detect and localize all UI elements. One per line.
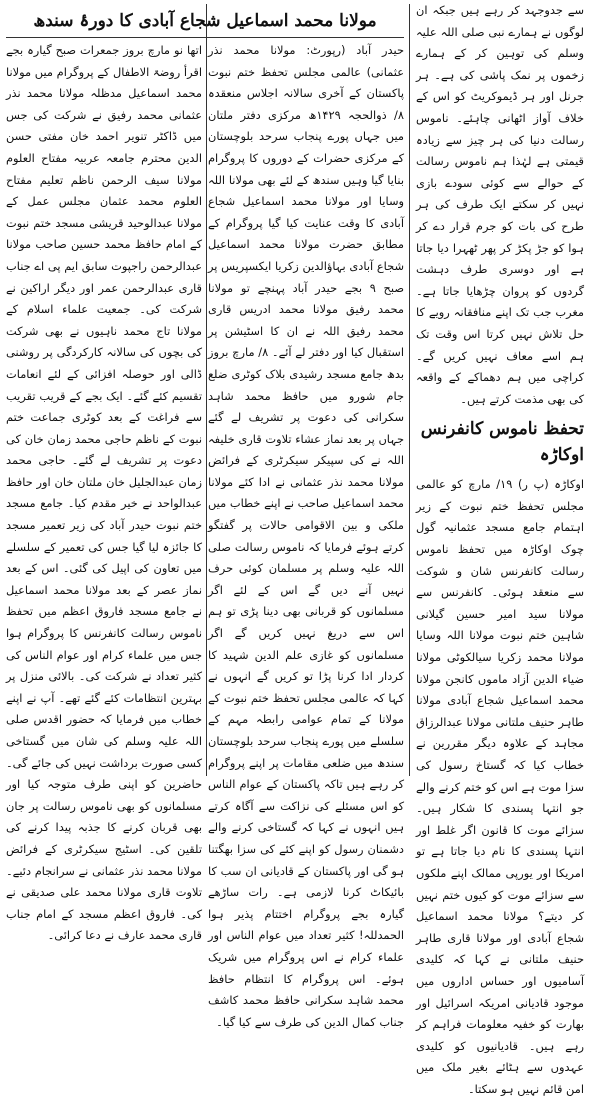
right-column <box>416 0 584 1096</box>
conference-subheading: تحفظ ناموس کانفرنس اوکاڑہ <box>420 419 584 466</box>
left-column <box>6 40 202 943</box>
article-headline: مولانا محمد اسماعیل شجاع آبادی کا دورۂ سندھ <box>6 8 404 38</box>
middle-column <box>208 40 404 1029</box>
right-column-paragraph-2: اوکاڑہ (پ ر) ۱۹/ مارچ کو عالمی مجلس تحفظ ختم نبوت کے زیر اہتمام جامع مسجد عثمانیہ گول چوک اوکاڑہ میں تحفظ ناموس رسالت کانفرنس شان و شوکت سے منعقد ہوئی۔ کانفرنس سے مولانا سید امیر حسین گیلانی شاہین ختم نبوت مولانا اللہ وسایا مولانا محمد زکریا سیالکوٹی مولانا ضیاء الدین آزاد ماموں کانجن مولانا محمد اسماعیل شجاع آبادی مولانا طاہر حنیف ملتانی مولانا عبدالرزاق مجاہد کے علاوہ دیگر مقررین نے خطاب کیا کہ گستاخ رسول کی سزا موت ہے اس کو ختم کرنے والے جو انتہا پسندی کا شکار ہیں۔ سزائے موت کا قانون اگر غلط اور انتہا پسندی کا نام دیا جاتا ہے تو امریکا اور یورپی ممالک اپنے ملکوں سے سزائے موت کو کیوں ختم نہیں کر دیتے؟ مولانا محمد اسماعیل شجاع آبادی اور مولانا قاری طاہر حنیف ملتانی نے کہا کہ کلیدی آسامیوں اور حساس اداروں میں موجود قادیانی امریکہ اسرائیل اور بھارت کو خفیہ معلومات فراہم کر رہے ہیں۔ قادیانیوں کو کلیدی عہدوں سے ہٹائے بغیر ملک میں امن قائم نہیں ہو سکتا۔ <box>416 477 584 1096</box>
column-divider-1 <box>409 4 410 776</box>
left-column-text: اتھا نو مارچ بروز جمعرات صبح گیارہ بجے اقرأ روضۃ الاطفال کے پروگرام میں مولانا محمد اسماعیل مدظلہ مولانا محمد نذر عثمانی محمد رفیق نے شرکت کی جس میں ڈاکٹر تنویر احمد خان مفتی حسن الدین محترم جامعہ عربیہ مفتاح العلوم مولانا سیف الرحمن ناظم تعلیم مفتاح العلوم محمد عثمان مجلس عمل کے مولانا عبدالوحید قریشی مسجد ختم نبوت کے امام حافظ محمد حسین صاحب مولانا عبدالرحمن راجپوت سابق ایم پی اے جناب قاری عبدالرحمن عمر اور دیگر اراکین نے شرکت کی۔ جمعیت علماء اسلام کے مولانا تاج محمد ناہیوں نے بھی شرکت کی بچوں کی سالانہ کارکردگی پر روشنی ڈالی اور حوصلہ افزائی کے لئے انعامات تقسیم کئے گئے۔ ایک بجے کے قریب تقریب سے فراغت کے بعد کوٹری جماعت ختم نبوت کے ناظم حاجی محمد زمان خان کی دعوت پر تشریف لے گئے۔ حاجی محمد زمان عبدالجلیل خان ملتان خان اور حافظ عبدالواحد نے خیر مقدم کیا۔ جامع مسجد ختم نبوت حیدر آباد کی زیر تعمیر مسجد کا جائزہ لیا گیا جس کی تعمیر کے سلسلے میں تعاون کی اپیل کی گئی۔ اس کے بعد نماز عصر کے بعد مولانا محمد اسماعیل نے جامع مسجد فاروق اعظم میں تحفظ ناموس رسالت کانفرنس کا پروگرام ہوا جس میں علماء کرام اور عوام الناس کی کثیر تعداد نے شرکت کی۔ بالائی منزل پر بہترین انتظامات کئے گئے تھے۔ آپ نے اپنے خطاب میں فرمایا کہ حضور اقدس صلی اللہ علیہ وسلم کی شان میں گستاخی کسی صورت برداشت نہیں کی جائے گی۔ حاضرین کو اپنی طرف متوجہ کیا اور مسلمانوں کو بھی ناموس رسالت پر جان بھی قربان کرنے کا جذبہ پیدا کرنے کی تلقین کی۔ اسٹیج سیکرٹری کے فرائض مولانا محمد نذر عثمانی نے سرانجام دئیے۔ تلاوت قاری مولانا محمد علی صدیقی نے کی۔ فاروق اعظم مسجد کے امام جناب قاری محمد عارف نے دعا کرائی۔ <box>6 43 202 943</box>
right-column-paragraph-1: سے جدوجہد کر رہے ہیں جبکہ ان لوگوں نے ہمارے نبی صلی اللہ علیہ وسلم کی توہین کر کے ہمارے زخموں پر نمک پاشی کی ہے۔ ہر جرنل اور ہر ڈیموکریٹ کو اس کے خلاف آواز اٹھانی چاہئے۔ ناموس رسالت دنیا کی ہر چیز سے زیادہ قیمتی ہے لہٰذا ہم ناموس رسالت کے حوالے سے کوئی سودے بازی نہیں کر سکتے ایک طرف کی ہر طرح کی بات کو جرم قرار دے کر ہوا کو جڑ پکڑ کر پھر ٹھہرا دیا جاتا ہے اور دوسری طرف دہشت گردوں کو پروان چڑھایا جاتا ہے۔ مغرب جب تک اپنے منافقانہ رویے کا حل تلاش نہیں کرتا اس وقت تک ہم اسے معاف نہیں کریں گے۔ کراچی میں ہم دھماکے کے واقعہ کی بھی مذمت کرتے ہیں۔ <box>416 3 584 406</box>
middle-column-text: حیدر آباد (رپورٹ: مولانا محمد نذر عثمانی) عالمی مجلس تحفظ ختم نبوت پاکستان کے آخری سالانہ اجلاس منعقدہ ۸/ ذوالحجہ ۱۴۲۹ھ مرکزی دفتر ملتان میں جہاں پورے پنجاب سرحد بلوچستان کے مرکزی حضرات کے دوروں کا پروگرام بنایا گیا وہیں سندھ کے لئے بھی مولانا اللہ وسایا اور مولانا محمد اسماعیل شجاع آبادی کا وقت عنایت کیا گیا پروگرام کے مطابق حضرت مولانا محمد اسماعیل شجاع آبادی بہاؤالدین زکریا ایکسپریس پر صبح ۹ بجے حیدر آباد پہنچے تو مولانا محمد رفیق مولانا محمد ادریس قاری محمد رفیق اللہ نے ان کا اسٹیشن پر استقبال کیا اور دفتر لے آئے۔ ۸/ مارچ بروز بدھ جامع مسجد رشیدی بلاک کوٹری ضلع جام شورو میں حافظ محمد شاہد سکرانی کی دعوت پر تشریف لے گئے جہاں پر بعد نماز عشاء تلاوت قاری خلیفہ اللہ نے کی سپیکر سیکرٹری کے فرائض مولانا محمد نذر عثمانی نے ادا کئے مولانا محمد اسماعیل صاحب نے اپنے خطاب میں ملکی و بین الاقوامی حالات پر گفتگو کرتے ہوئے فرمایا کہ ناموس رسالت صلی اللہ علیہ وسلم پر مسلمان کوئی حرف نہیں آنے دیں گے اس کے لئے اگر مسلمانوں کو قربانی بھی دینا پڑی تو ہم اس سے دریغ نہیں کریں گے اگر مسلمانوں کو غازی علم الدین شہید کا کردار ادا کرنا پڑا تو کریں گے انہوں نے کہا کہ عالمی مجلس تحفظ ختم نبوت کے مولانا کے تمام عوامی رابطہ مہم کے سلسلے میں پورے پنجاب سرحد بلوچستان سندھ میں ضلعی مقامات پر اپنے پروگرام کر رہے ہیں تاکہ پاکستان کے عوام الناس کو اس مسئلے کی نزاکت سے آگاہ کرتے ہیں انہوں نے کہا کہ گستاخی کرنے والے دشمنان رسول کو اپنے کئے کی سزا بھگتنا ہو گی اور پاکستان کے قادیانی ان سب کا بائیکاٹ کرنا لازمی ہے۔ رات ساڑھے گیارہ بجے پروگرام اختتام پذیر ہوا الحمدللہ! کثیر تعداد میں عوام الناس اور علماء کرام نے اس پروگرام میں شریک ہوئے۔ اس پروگرام کا انتظام حافظ محمد شاہد سکرانی حافظ محمد کاشف جناب کمال الدین کی طرف سے کیا گیا۔ <box>208 43 404 1029</box>
column-divider-2 <box>206 4 207 776</box>
